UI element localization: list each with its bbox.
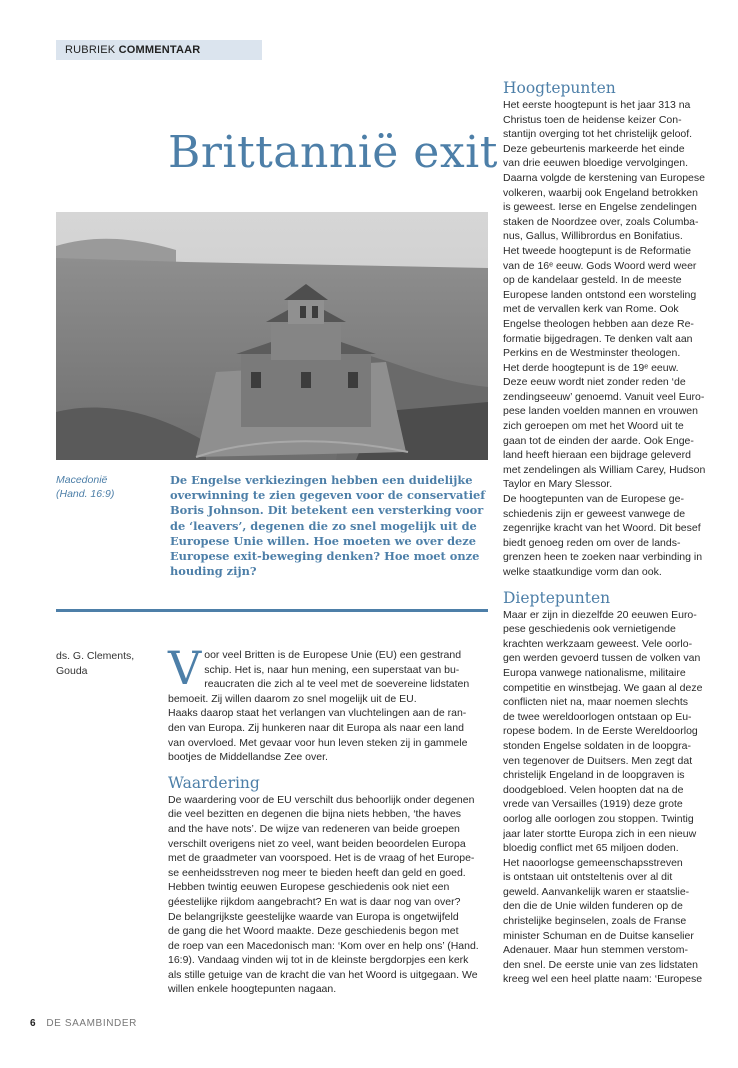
page-footer [30, 1017, 137, 1031]
body-line: schiedenis zijn er geweest vanwege de [503, 507, 686, 520]
body-line: grenzen heen te zoeken naar verbinding in [503, 551, 703, 564]
body-line: conflicten niet na, maar noemen slechts [503, 696, 689, 709]
body-line: is ontstaan uit ontsteltenis over al dit [503, 871, 673, 884]
body-line: schip. Het is, naar hun mening, een superstaat van bu- [204, 663, 460, 676]
body-line: Engelse theologen hebben aan deze Re- [503, 317, 694, 330]
body-line: van overvloed. Met gevaar voor hun leven steken zij in gammele [168, 736, 468, 749]
body-line: gaan tot de einden der aarde. Ook Enge- [503, 434, 694, 447]
body-line: pese landen voelden mannen en vrouwen [503, 405, 698, 418]
body-line: christelijk Engeland in de loopgraven is [503, 769, 685, 782]
body-line: zich geroepen om met het Woord uit te [503, 420, 684, 433]
body-line: willen enkele hoogtepunten nagaan. [168, 983, 337, 996]
body-line: Europese landen ontstond een worsteling [503, 288, 697, 301]
section-divider [56, 609, 488, 612]
body-line: op de kandelaar gesteld. In de meeste [503, 274, 682, 287]
body-line: De belangrijkste geestelijke waarde van Europa is ongetwijfeld [168, 910, 459, 923]
rubric-title: COMMENTAAR [118, 44, 201, 56]
section-heading-waardering: Waardering [168, 773, 260, 792]
body-line: gen werden gevoerd tussen de volken van [503, 652, 701, 665]
body-line: stantijn overging tot het christelijk geloof. [503, 128, 693, 141]
body-line: christelijke beginselen, zoals de Franse [503, 915, 687, 928]
body-line: den die de Unie wilden funderen op de [503, 900, 683, 913]
body-column-right [503, 78, 718, 987]
body-line: stonden Engelse soldaten in de loopgra- [503, 739, 691, 752]
body-line: met de vervallen kerk van Rome. Ook [503, 303, 679, 316]
body-line: als stille getuige van de kracht die van het Woord is uitgegaan. We [168, 968, 478, 981]
body-line: Het eerste hoogtepunt is het jaar 313 na [503, 99, 691, 111]
caption-line: (Hand. 16:9) [56, 488, 115, 500]
church-photo [56, 212, 488, 460]
rubric-label [56, 40, 262, 60]
body-line: volkeren, waarbij ook Engeland betrokken [503, 186, 698, 199]
body-line: Maar er zijn in diezelfde 20 eeuwen Euro- [503, 608, 697, 621]
body-line: zegenrijke kracht van het Woord. Dit besef [503, 522, 701, 535]
body-line: Haaks daarop staat het verlangen van vluchtelingen aan de ran- [168, 707, 467, 720]
body-line: géestelijke rijkdom aangebracht? En wat is daar nog van over? [168, 895, 461, 908]
body-line: Hebben twintig eeuwen Europese geschiedenis ook niet een [168, 881, 450, 894]
drop-cap: V [168, 641, 202, 695]
intro-line: Europese exit-beweging denken? Hoe moet onze [170, 549, 480, 564]
intro-line: Europese Unie willen. Hoe moeten we over deze [170, 533, 477, 548]
body-line: pese geschiedenis ook vernietigende [503, 623, 676, 636]
intro-line: overwinning te zien gegeven voor de conservatief [170, 488, 486, 503]
body-line: nus, Gallus, Willibrordus en Bonifatius. [503, 230, 683, 243]
body-line: oorlog alle oorlogen zou stoppen. Twintig [503, 812, 694, 825]
body-line: ven tegenover de Duitsers. Men zegt dat [503, 754, 693, 767]
body-line: de twee wereldoorlogen ontstaan op Eu- [503, 710, 692, 723]
body-line: minister Schuman en de Duitse kanselier [503, 929, 694, 942]
body-line: Adenauer. Maar hun stemmen verstom- [503, 944, 689, 957]
body-line: and the have nots’. De wijze van redeneren van beide groepen [168, 822, 460, 835]
page-number: 6 [30, 1018, 36, 1029]
author-byline [56, 649, 134, 679]
body-line: bootjes de Middellandse Zee over. [168, 751, 328, 764]
intro-line: houding zijn? [170, 564, 257, 579]
body-line: bloedig conflict met 65 miljoen doden. [503, 842, 679, 855]
body-line: reaucraten die zich al te veel met de soevereine lidstaten [204, 678, 470, 691]
body-line: den van Europa. Zij hunkeren naar dit Europa als naar een land [168, 721, 464, 734]
body-line: competitie en winstbejag. We gaan al deze [503, 681, 703, 694]
body-line: met zendelingen als William Carey, Hudson [503, 463, 706, 476]
body-line: Het derde hoogtepunt is de 19ᵉ eeuw. [503, 361, 679, 374]
body-line: Perkins en de Westminster theologen. [503, 347, 681, 360]
body-line: bemoeit. Zij willen daarom zo snel mogelijk uit de EU. [168, 692, 417, 705]
body-line: de gang die het Woord maakte. Deze geschiedenis begon met [168, 925, 459, 938]
article-title: Brittannië exit [168, 127, 498, 178]
body-line: is geweest. Ierse en Engelse zendelingen [503, 201, 697, 214]
body-line: krachten werkzaam geweest. Vele oorlo- [503, 637, 693, 650]
body-line: Deze gebeurtenis markeerde het einde [503, 142, 685, 155]
body-line: ropese bodem. In de Eerste Wereldoorlog [503, 725, 698, 738]
section-heading-dieptepunten: Dieptepunten [503, 588, 611, 607]
body-line: De waardering voor de EU verschilt dus behoorlijk onder degenen [168, 793, 475, 806]
body-line: doodgebloed. Velen hoopten dat na de [503, 783, 684, 796]
body-line: verschilt overigens niet zo veel, want beiden beoordelen Europa [168, 837, 466, 850]
author-line: Gouda [56, 665, 88, 677]
body-line: Daarna volgde de kerstening van Europese [503, 171, 705, 184]
body-line: Europa vanwege nationalisme, militaire [503, 666, 686, 679]
body-line: de roep van een Macedonisch man: ‘Kom over en help ons’ (Hand. [168, 939, 479, 952]
body-line: van de 16ᵉ eeuw. Gods Woord werd weer [503, 259, 697, 272]
body-line: Christus toen de heidense keizer Con- [503, 113, 682, 126]
publication-name: DE SAAMBINDER [46, 1018, 137, 1029]
intro-lead [170, 473, 490, 579]
body-line: formatie bijgedragen. Te denken valt aan [503, 332, 693, 345]
body-line: land heeft hieraan een bijdrage geleverd [503, 449, 691, 462]
body-line: Het tweede hoogtepunt is de Reformatie [503, 244, 691, 257]
body-line: met de graadmeter van voorspoed. Het is de vraag of het Europe- [168, 852, 475, 865]
body-line: Taylor en Mary Slessor. [503, 478, 613, 491]
body-line: zendingseeuw’ genoemd. Vanuit veel Euro- [503, 390, 705, 403]
body-column-left [168, 641, 490, 997]
photo-caption [56, 473, 156, 501]
body-line: die veel bezitten en degenen die bijna niets hebben, ‘the haves [168, 808, 462, 821]
body-line: se eenheidsstreven nog meer te bieden heeft dan geld en goed. [168, 866, 466, 879]
body-line: Het naoorlogse gemeenschapsstreven [503, 856, 683, 869]
rubric-prefix: RUBRIEK [65, 44, 116, 56]
body-line: welke staatkundige vorm dan ook. [503, 566, 662, 578]
body-line: van drie eeuwen bloedige vervolgingen. [503, 157, 689, 170]
author-line: ds. G. Clements, [56, 650, 135, 662]
body-line: 16:9). Vandaag vinden wij tot in de kleinste bergdorpjes een kerk [168, 954, 469, 967]
body-line: geweld. Aanvankelijk waren er staatslie- [503, 885, 690, 898]
body-line: kreeg wel een heel platte naam: ‘Europese [503, 973, 703, 986]
body-line: den snel. De eerste unie van zes lidstaten [503, 958, 698, 971]
body-line: staken de Noordzee over, zoals Columba- [503, 215, 699, 228]
intro-line: de ‘leavers’, degenen die zo snel mogelijk uit de [170, 518, 477, 533]
section-heading-hoogtepunten: Hoogtepunten [503, 79, 616, 97]
body-line: vrede van Versailles (1919) deze grote [503, 798, 683, 811]
body-line: Deze eeuw wordt niet zonder reden ‘de [503, 376, 686, 389]
body-line: biedt genoeg reden om over de lands- [503, 536, 681, 549]
intro-line: De Engelse verkiezingen hebben een duidelijke [170, 473, 473, 487]
body-line: jaar later stortte Europa zich in een nieuw [503, 827, 697, 840]
caption-line: Macedonië [56, 474, 108, 486]
body-line: De hoogtepunten van de Europese ge- [503, 493, 684, 506]
intro-line: Boris Johnson. Dit betekent een versterking voor [170, 503, 484, 518]
body-line: oor veel Britten is de Europese Unie (EU) een gestrand [204, 649, 462, 661]
